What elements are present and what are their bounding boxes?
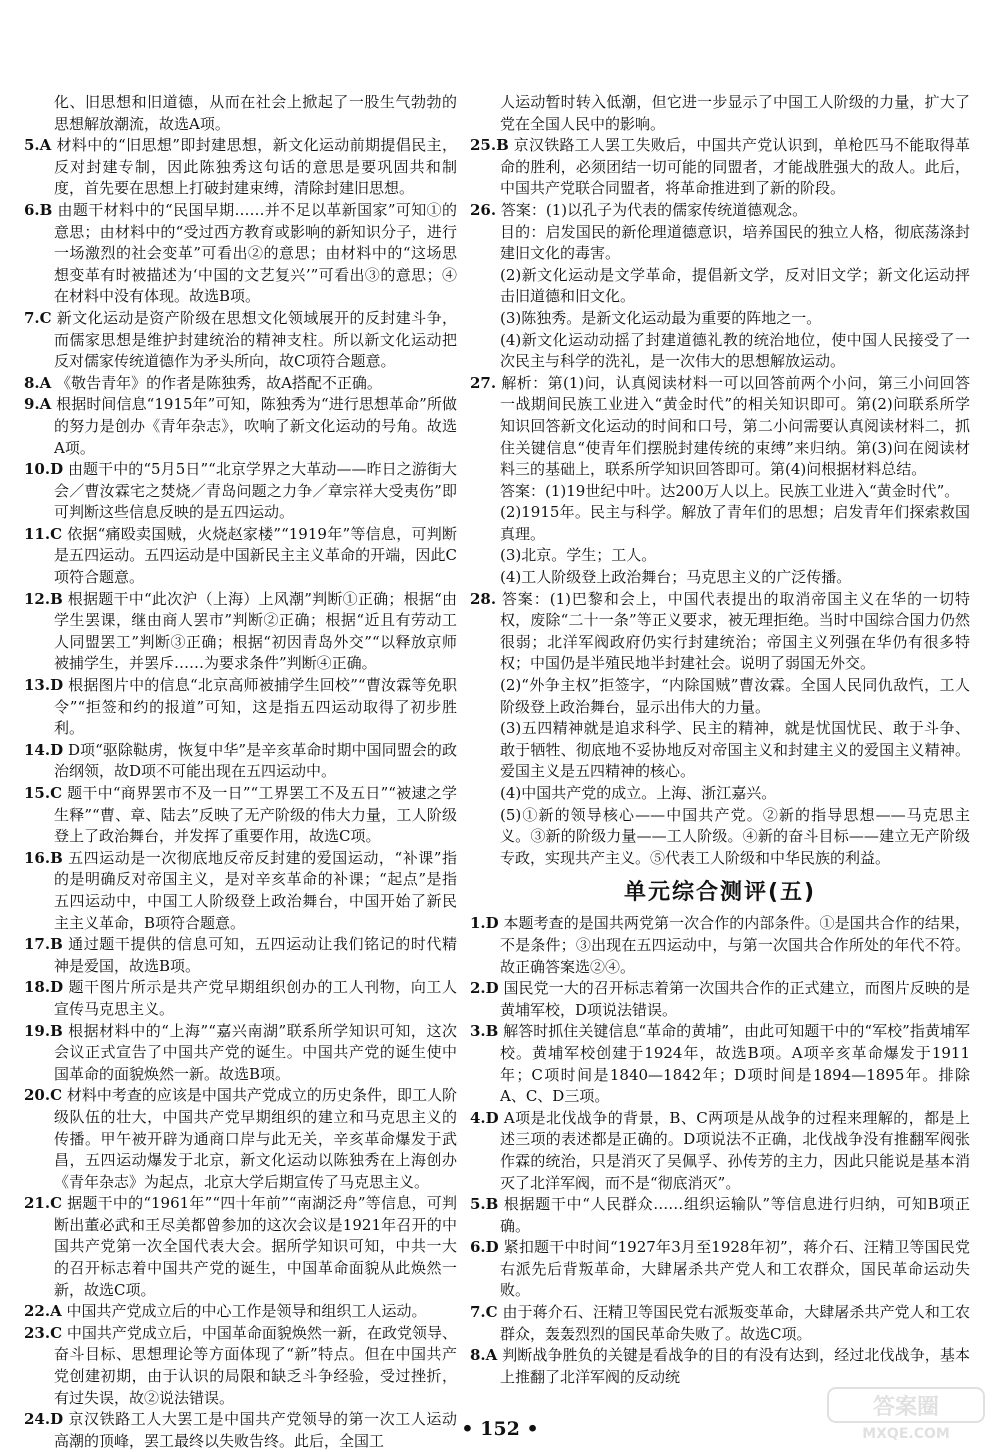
answer-text: 根据题干中“此次沪（上海）上风潮”判断①正确；根据“由学生罢课，继由商人罢市”判断②正确；根据“近且有劳动工人同盟罢工”判断③正确；根据“初因青岛外交”“以释放京师被捕学生，并罢斥……为要求条件”判断④正确。 (54, 589, 457, 673)
right-column (470, 92, 970, 1388)
answer-item (470, 1108, 970, 1194)
answer-text: 题干图片所示是共产党早期组织创办的工人刊物，向工人宣传马克思主义。 (54, 978, 457, 1018)
answer-text: D项“驱除鞑虏，恢复中华”是辛亥革命时期中国同盟会的政治纲领，故D项不可能出现在五四运动中。 (54, 740, 457, 781)
answer-text: 五四运动是一次彻底地反帝反封建的爱国运动，“补课”指的是明确反对帝国主义，是对辛亥革命的补课；“起点”是指五四运动中，中国工人阶级登上政治舞台，中国开始了新民主主义革命，B项符合题意。 (54, 848, 457, 932)
right-column-answers-part-two (470, 913, 970, 1388)
answer-text: 由于蒋介石、汪精卫等国民党右派叛变革命，大肆屠杀共产党人和工农群众，轰轰烈烈的国民革命失败了。故选C项。 (500, 1303, 970, 1343)
answer-number: 5.A (24, 136, 52, 155)
answer-text: 根据时间信息“1915年”可知，陈独秀为“进行思想革命”所做的努力是创办《青年杂志》，吹响了新文化运动的号角。故选A项。 (54, 395, 457, 457)
answer-number: 7.C (24, 308, 52, 327)
answer-number: 22.A (24, 1302, 62, 1321)
answer-item (24, 934, 457, 977)
watermark-logo-text: 答案圈 (872, 1395, 940, 1420)
answer-number: 6.D (470, 1238, 499, 1257)
answer-item (470, 978, 970, 1021)
answer-item (24, 200, 457, 308)
answer-text: 由题干中的“5月5日”“北京学界之大革动——昨日之游街大会／曹汝霖宅之焚烧／青岛问题之力争／章宗祥大受夷伤”即可判断这些信息反映的是五四运动。 (54, 460, 457, 522)
answer-item (470, 1237, 970, 1302)
answer-item (24, 675, 457, 740)
answer-text: 由题干材料中的“民国早期……并不足以革新国家”可知①的意思；由材料中的“受过西方教育或影响的新知识分子，进行一场激烈的社会变革”可看出②的意思；由材料中的“这场思想变革有时被描述为‘中国的文艺复兴’”可看出③的意思；④在材料中没有体现。故选B项。 (54, 200, 457, 306)
answer-item (24, 589, 457, 675)
answer-item (470, 1021, 970, 1107)
answer-text: 京汉铁路工人大罢工是中国共产党领导的第一次工人运动高潮的顶峰，罢工最终以失败告终。此后，全国工 (54, 1410, 457, 1450)
answer-item (24, 1085, 457, 1193)
answer-text: 新文化运动是资产阶级在思想文化领域展开的反封建斗争，而儒家思想是维护封建统治的精神支柱。所以新文化运动把反对儒家传统道德作为矛头所向，故C项符合题意。 (54, 308, 457, 371)
answer-item (24, 1193, 457, 1301)
answer-number: 14.D (24, 740, 64, 759)
answer-item (24, 92, 457, 135)
answer-item (470, 481, 970, 503)
answer-item (470, 265, 970, 308)
answer-item (470, 805, 970, 870)
answer-item (470, 1194, 970, 1237)
answer-item (24, 783, 457, 848)
answer-text: (4)新文化运动动摇了封建道德礼教的统治地位，使中国人民接受了一次民主与科学的洗礼，是一次伟大的思想解放运动。 (500, 330, 970, 371)
answer-item (24, 524, 457, 589)
answer-text: 依据“痛殴卖国贼，火烧赵家楼”“1919年”等信息，可判断是五四运动。五四运动是中国新民主主义革命的开端，因此C项符合题意。 (54, 524, 457, 587)
answer-text: 京汉铁路工人罢工失败后，中国共产党认识到，单枪匹马不能取得革命的胜利，必须团结一切可能的同盟者，才能战胜强大的敌人。此后，中国共产党联合同盟者，将革命推进到了新的阶段。 (500, 136, 970, 198)
answer-item (24, 308, 457, 373)
section-title: 单元综合测评(五) (623, 880, 817, 906)
answer-number: 16.B (24, 848, 63, 867)
answer-item (24, 459, 457, 524)
answer-item (470, 567, 970, 589)
answer-item (470, 92, 970, 135)
answer-text: (2)“外争主权”拒签字，“内除国贼”曹汝霖。全国人民同仇敌忾，工人阶级登上政治舞台，显示出伟大的力量。 (500, 676, 970, 716)
answer-number: 25.B (470, 136, 509, 155)
answer-text: 材料中的“旧思想”即封建思想，新文化运动前期提倡民主，反对封建专制，因此陈独秀这句话的意思是要巩固共和制度，首先要在思想上打破封建束缚，清除封建旧思想。 (54, 136, 457, 198)
answer-text: 题干中“商界罢市不及一日”“工界罢工不及五日”“被逮之学生释”“曹、章、陆去”反映了无产阶级的伟大力量，工人阶级登上了政治舞台，并发挥了重要作用，故选C项。 (54, 784, 457, 846)
answer-number: 11.C (24, 524, 63, 543)
answer-text: 化、旧思想和旧道德，从而在社会上掀起了一股生气勃勃的思想解放潮流，故选A项。 (54, 93, 457, 133)
answer-number: 4.D (470, 1108, 499, 1127)
answer-text: 中国共产党成立后的中心工作是领导和组织工人运动。 (66, 1302, 427, 1321)
answer-number: 28. (470, 589, 497, 608)
answer-number: 20.C (24, 1086, 63, 1105)
answer-number: 27. (470, 373, 497, 392)
answer-item (24, 1301, 457, 1323)
answer-number: 17.B (24, 935, 63, 954)
answer-text: 答案：(1)以孔子为代表的儒家传统道德观念。 (500, 200, 808, 219)
page-number: • 152 • (461, 1418, 539, 1440)
answer-number: 3.B (470, 1022, 499, 1041)
answer-item (470, 675, 970, 718)
answer-text: 通过题干提供的信息可知，五四运动让我们铭记的时代精神是爱国，故选B项。 (54, 935, 457, 975)
answer-text: (2)新文化运动是文学革命，提倡新文学，反对旧文学；新文化运动抨击旧道德和旧文化。 (500, 265, 970, 306)
answer-text: (3)北京。学生；工人。 (500, 546, 657, 565)
left-column (24, 92, 457, 1452)
answer-item (470, 1302, 970, 1345)
answer-item (24, 1323, 457, 1409)
answer-number: 2.D (470, 979, 499, 998)
answer-item (470, 222, 970, 265)
answer-item (24, 394, 457, 459)
answer-item (24, 977, 457, 1020)
answer-item (470, 589, 970, 675)
answer-number: 7.C (470, 1303, 498, 1322)
answer-number: 1.D (470, 914, 499, 933)
answer-item (470, 718, 970, 783)
answer-item (470, 783, 970, 805)
answer-text: 本题考查的是国共两党第一次合作的内部条件。①是国共合作的结果，不是条件；③出现在五四运动中，与第一次国共合作所处的年代不符。故正确答案选②④。 (500, 914, 970, 976)
answer-item (470, 913, 970, 978)
answer-item (470, 1345, 970, 1388)
answer-number: 9.A (24, 395, 52, 414)
answer-text: 材料中考查的应该是中国共产党成立的历史条件，即工人阶级队伍的壮大，中国共产党早期组织的建立和马克思主义的传播。甲午被开辟为通商口岸与此无关，辛亥革命爆发于武昌，五四运动爆发于北京，新文化运动以陈独秀在上海创办《青年杂志》为起点，北京大学后期宣传了马克思主义。 (54, 1086, 457, 1191)
answer-number: 8.A (24, 373, 52, 392)
answer-text: 答案：(1)19世纪中叶。达200万人以上。民族工业进入“黄金时代”。 (500, 481, 960, 500)
answer-text: 根据材料中的“上海”“嘉兴南湖”联系所学知识可知，这次会议正式宣告了中国共产党的诞生。中国共产党的诞生使中国革命的面貌焕然一新。故选B项。 (54, 1021, 457, 1083)
answer-text: (2)1915年。民主与科学。解放了青年们的思想；启发青年们探索救国真理。 (500, 503, 970, 543)
answer-number: 26. (470, 200, 497, 219)
answer-text: 国民党一大的召开标志着第一次国共合作的正式建立，而图片反映的是黄埔军校，D项说法错误。 (500, 979, 970, 1019)
answer-text: (3)陈独秀。是新文化运动最为重要的阵地之一。 (500, 308, 822, 327)
answer-number: 18.D (24, 978, 64, 997)
answer-text: 人运动暂时转入低潮，但它进一步显示了中国工人阶级的力量，扩大了党在全国人民中的影响。 (500, 93, 970, 133)
answer-item (470, 330, 970, 373)
answer-text: A项是北伐战争的背景，B、C两项是从战争的过程来理解的，都是上述三项的表述都是正确的。D项说法不正确，北伐战争没有推翻军阀张作霖的统治，只是消灭了吴佩孚、孙传芳的主力，因此只能说是基本消灭了北洋军阀，而不是“彻底消灭”。 (500, 1108, 970, 1192)
answer-item (24, 1021, 457, 1086)
right-column-answers-part-one (470, 92, 970, 869)
answer-text: 目的：启发国民的新伦理道德意识，培养国民的独立人格，彻底荡涤封建旧文化的毒害。 (500, 222, 970, 263)
answer-text: (4)中国共产党的成立。上海、浙江嘉兴。 (500, 784, 777, 802)
answer-number: 12.B (24, 589, 63, 608)
answer-text: 判断战争胜负的关键是看战争的目的有没有达到，经过北伐战争，基本上推翻了北洋军阀的反动统 (500, 1346, 970, 1386)
answer-number: 6.B (24, 200, 53, 219)
answer-item (470, 373, 970, 481)
watermark-logo (826, 1386, 986, 1442)
answer-number: 24.D (24, 1410, 64, 1429)
answer-item (470, 200, 970, 222)
answer-number: 15.C (24, 784, 63, 802)
answer-text: (3)五四精神就是追求科学、民主的精神，就是忧国忧民、敢于斗争、敢于牺牲、彻底地不妥协地反对帝国主义和封建主义的爱国主义精神。爱国主义是五四精神的核心。 (500, 719, 970, 781)
answer-item (24, 135, 457, 200)
answer-text: 解析：第(1)问，认真阅读材料一可以回答前两个小问，第三小问回答一战期间民族工业进入“黄金时代”的相关知识即可。第(2)问联系所学知识回答新文化运动的时间和口号，第二小问需要认真阅读材料二，抓住关键信息“使青年们摆脱封建传统的束缚”来归纳。第(3)问在阅读材料三的基础上，联系所学知识回答即可。第(4)问根据材料总结。 (500, 373, 970, 479)
watermark-site-text: MXQE.COM (862, 1426, 950, 1442)
answer-text: 根据图片中的信息“北京高师被捕学生回校”“曹汝霖等免职令”“拒签和约的报道”可知，这是指五四运动取得了初步胜利。 (54, 676, 457, 738)
answer-text: 紧扣题干中时间“1927年3月至1928年初”，蒋介石、汪精卫等国民党右派先后背叛革命，大肆屠杀共产党人和工农群众，国民革命运动失败。 (500, 1238, 970, 1300)
answer-item (470, 135, 970, 200)
answer-text: 《敬告青年》的作者是陈独秀，故A搭配不正确。 (56, 373, 382, 392)
answer-number: 21.C (24, 1194, 63, 1213)
answer-item (24, 373, 457, 395)
answer-item (24, 740, 457, 783)
answer-number: 10.D (24, 460, 64, 479)
answer-number: 19.B (24, 1021, 63, 1040)
answer-text: 答案：(1)巴黎和会上，中国代表提出的取消帝国主义在华的一切特权，废除“二十一条”等正义要求，被无理拒绝。当时中国综合国力仍然很弱；北洋军阀政府仍实行封建统治；帝国主义列强在华仍有很多特权；中国仍是半殖民地半封建社会。说明了弱国无外交。 (500, 589, 970, 673)
answer-item (24, 848, 457, 934)
answer-number: 8.A (470, 1346, 498, 1365)
answer-text: 据题干中的“1961年”“四十年前”“南湖泛舟”等信息，可判断出董必武和王尽美都曾参加的这次会议是1921年召开的中国共产党第一次全国代表大会。据所学知识可知，中共一大的召开标志着中国共产党的诞生，中国革命面貌从此焕然一新，故选C项。 (54, 1194, 457, 1299)
answer-text: (4)工人阶级登上政治舞台；马克思主义的广泛传播。 (500, 568, 852, 587)
answer-item (470, 502, 970, 545)
answer-text: 解答时抓住关键信息“革命的黄埔”，由此可知题干中的“军校”指黄埔军校。黄埔军校创建于1924年，故选B项。A项辛亥革命爆发于1911年；C项时间是1840—1842年；D项时间是1894—1895年。排除A、C、D三项。 (500, 1022, 970, 1106)
answer-item (470, 308, 970, 330)
answer-text: 根据题干中“人民群众……组织运输队”等信息进行归纳，可知B项正确。 (500, 1195, 970, 1235)
answer-text: 中国共产党成立后，中国革命面貌焕然一新，在政党领导、奋斗目标、思想理论等方面体现了“新”特点。但在中国共产党创建初期，由于认识的局限和缺乏斗争经验，受过挫折，有过失误，故②说法错误。 (54, 1323, 457, 1407)
answer-number: 13.D (24, 676, 64, 695)
answer-item (470, 545, 970, 567)
answer-number: 23.C (24, 1323, 63, 1342)
answer-text: (5)①新的领导核心——中国共产党。②新的指导思想——马克思主义。③新的阶级力量——工人阶级。④新的奋斗目标——建立无产阶级专政，实现共产主义。⑤代表工人阶级和中华民族的利益。 (500, 805, 970, 867)
answer-number: 5.B (470, 1195, 499, 1214)
